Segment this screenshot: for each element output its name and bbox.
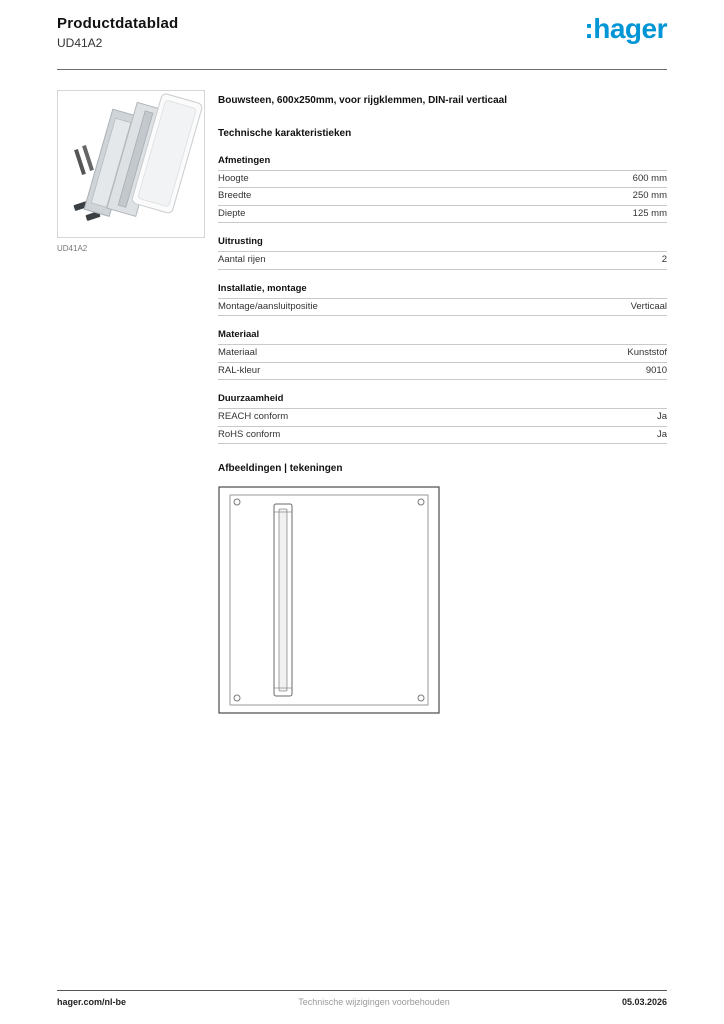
spec-row <box>218 345 667 362</box>
technical-drawing <box>218 486 440 714</box>
spec-label: Aantal rijen <box>218 254 266 266</box>
spec-label: Diepte <box>218 207 246 219</box>
product-image-caption: UD41A2 <box>57 244 88 253</box>
spec-value: Kunststof <box>627 347 667 359</box>
spec-group-duurzaamheid <box>218 393 667 444</box>
spec-value: 125 mm <box>632 207 667 219</box>
spec-row <box>218 171 667 188</box>
spec-group-title: Materiaal <box>218 329 667 345</box>
spec-row <box>218 188 667 205</box>
spec-group-title: Duurzaamheid <box>218 393 667 409</box>
spec-row <box>218 427 667 444</box>
drawings-section-title: Afbeeldingen | tekeningen <box>218 462 343 474</box>
footer-disclaimer: Technische wijzigingen voorbehouden <box>298 997 450 1007</box>
spec-group-afmetingen <box>218 155 667 223</box>
spec-label: Materiaal <box>218 347 258 359</box>
spec-value: 9010 <box>645 364 667 376</box>
page-footer <box>57 990 667 1007</box>
product-exploded-view-image <box>58 91 204 237</box>
spec-value: 2 <box>661 254 667 266</box>
spec-value: Ja <box>656 411 667 423</box>
spec-label: Hoogte <box>218 173 249 184</box>
spec-label: Breedte <box>218 190 252 202</box>
right-column <box>218 90 667 714</box>
spec-row <box>218 363 667 380</box>
spec-value: 250 mm <box>632 190 667 202</box>
spec-label: RoHS conform <box>218 428 281 440</box>
tech-characteristics-title: Technische karakteristieken <box>218 128 352 139</box>
spec-group-title: Afmetingen <box>218 155 667 171</box>
product-image <box>57 90 205 238</box>
spec-label: RAL-kleur <box>218 364 261 376</box>
left-column <box>57 90 205 714</box>
document-title: Productdatablad <box>57 15 179 32</box>
spec-label: Montage/aansluitpositie <box>218 300 318 312</box>
spec-row <box>218 252 667 269</box>
spec-label: REACH conform <box>218 411 289 423</box>
spec-row <box>218 409 667 426</box>
spec-group-title: Installatie, montage <box>218 283 667 299</box>
footer-website: hager.com/nl-be <box>57 997 127 1007</box>
page-header <box>57 0 667 70</box>
spec-row <box>218 206 667 223</box>
spec-value: Verticaal <box>630 300 667 312</box>
spec-group-installatie-montage <box>218 283 667 316</box>
product-description: Bouwsteen, 600x250mm, voor rijgklemmen, DIN-rail verticaal <box>218 95 508 106</box>
hager-logo: :hager <box>584 13 667 44</box>
spec-value: Ja <box>656 428 667 440</box>
spec-value: 600 mm <box>632 173 667 184</box>
product-code: UD41A2 <box>57 36 103 50</box>
spec-group-title: Uitrusting <box>218 236 667 252</box>
footer-date: 05.03.2026 <box>621 997 667 1007</box>
spec-group-materiaal <box>218 329 667 380</box>
main-content <box>57 90 667 714</box>
spec-group-uitrusting <box>218 236 667 269</box>
spec-row <box>218 299 667 316</box>
technical-drawing-image <box>218 486 440 714</box>
